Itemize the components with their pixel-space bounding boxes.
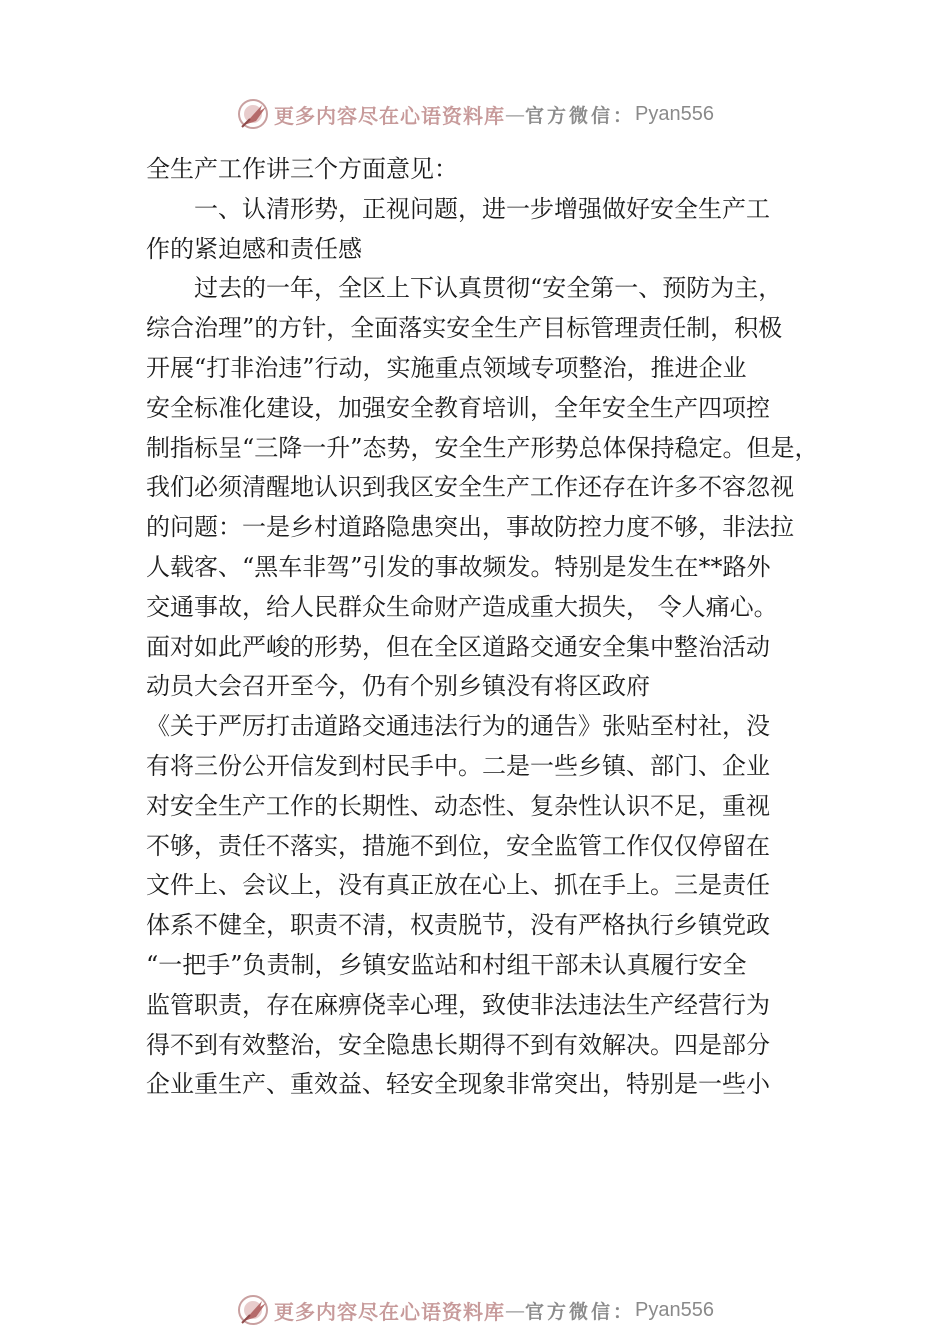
watermark-account: Pyan556 [635, 102, 714, 125]
text-line: 文件上、会议上，没有真正放在心上、抓在手上。三是责任 [146, 871, 770, 900]
quill-seal-icon [236, 97, 270, 131]
text-line: 得不到有效整治，安全隐患长期得不到有效解决。四是部分 [146, 1030, 770, 1059]
text-line: 制指标呈“三降一升”态势，安全生产形势总体保持稳定。但是， [146, 433, 819, 462]
text-line: 交通事故，给人民群众生命财产造成重大损失， 令人痛心。 [146, 592, 778, 621]
text-line: 对安全生产工作的长期性、动态性、复杂性认识不足，重视 [146, 791, 770, 820]
section-heading-line: 一、认清形势，正视问题，进一步增强做好安全生产工 [194, 194, 770, 223]
watermark-label: 官方微信： [525, 1300, 636, 1323]
text-line: 过去的一年，全区上下认真贯彻“安全第一、预防为主， [194, 274, 783, 303]
text-line: 全生产工作讲三个方面意见： [146, 155, 458, 183]
text-line: 我们必须清醒地认识到我区安全生产工作还存在许多不容忽视 [146, 473, 794, 502]
text-line: 面对如此严峻的形势，但在全区道路交通安全集中整治活动 [146, 632, 770, 661]
text-line: 人载客、“黑车非驾”引发的事故频发。特别是发生在**路外 [146, 552, 771, 581]
text-line: 不够，责任不落实，措施不到位，安全监管工作仅仅停留在 [146, 831, 770, 860]
watermark-separator: — [505, 102, 525, 126]
text-line: 动员大会召开至今，仍有个别乡镇没有将区政府 [146, 672, 650, 701]
text-line: 《关于严厉打击道路交通违法行为的通告》张贴至村社，没 [146, 712, 770, 741]
text-line: 有将三份公开信发到村民手中。二是一些乡镇、部门、企业 [146, 751, 770, 780]
text-line: 体系不健全，职责不清，权责脱节，没有严格执行乡镇党政 [146, 911, 770, 940]
text-line: 综合治理”的方针，全面落实安全生产目标管理责任制，积极 [146, 314, 783, 343]
text-line: 的问题：一是乡村道路隐患突出，事故防控力度不够，非法拉 [146, 513, 794, 542]
text-line: “一把手”负责制，乡镇安监站和村组干部未认真履行安全 [146, 950, 747, 979]
section-heading-line: 作的紧迫感和责任感 [146, 234, 362, 263]
watermark-site-text: 更多内容尽在心语资料库 [274, 1299, 505, 1324]
text-line: 监管职责，存在麻痹侥幸心理，致使非法违法生产经营行为 [146, 990, 770, 1019]
watermark-label: 官方微信： [525, 104, 636, 127]
footer-watermark [0, 1290, 950, 1330]
text-line: 企业重生产、重效益、轻安全现象非常突出，特别是一些小 [146, 1070, 770, 1099]
text-line: 安全标准化建设，加强安全教育培训，全年安全生产四项控 [146, 393, 770, 422]
text-line: 开展“打非治违”行动，实施重点领域专项整治，推进企业 [146, 353, 747, 382]
document-body [146, 150, 836, 1105]
watermark-account: Pyan556 [635, 1298, 714, 1321]
quill-seal-icon [236, 1293, 270, 1327]
watermark-site-text: 更多内容尽在心语资料库 [274, 103, 505, 128]
header-watermark [0, 94, 950, 134]
watermark-separator: — [505, 1298, 525, 1322]
